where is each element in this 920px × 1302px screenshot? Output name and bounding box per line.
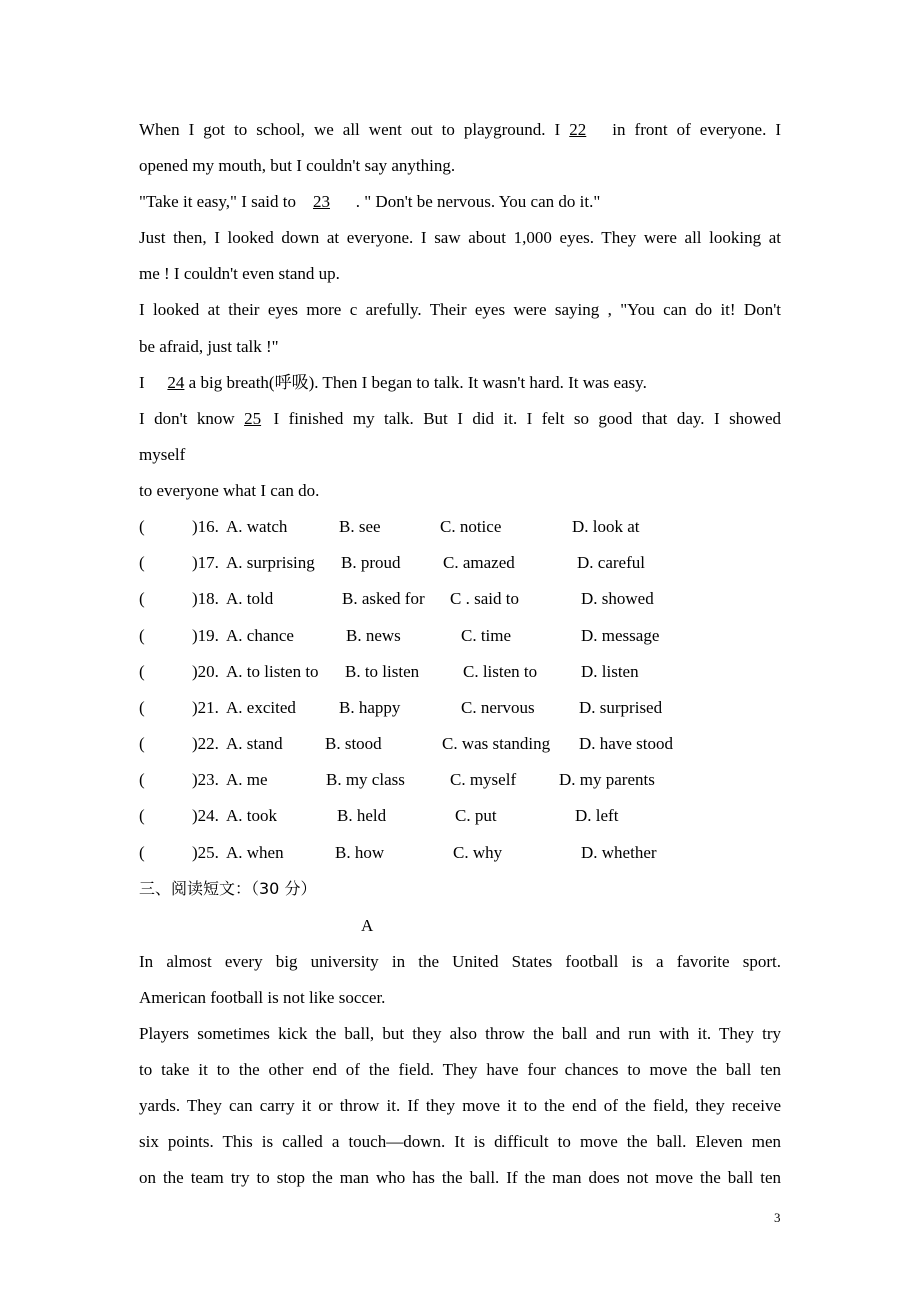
reading-line: to take it to the other end of the field. They have four chances to move the ball ten — [139, 1060, 781, 1079]
answer-paren: ( — [139, 553, 145, 572]
option-b: B. my class — [326, 770, 405, 789]
option-d: D. careful — [577, 553, 645, 572]
blank-22: 22 — [569, 120, 587, 139]
passage-line: me ! I couldn't even stand up. — [139, 264, 340, 283]
option-b: B. proud — [341, 553, 401, 572]
question-number: )16. — [192, 517, 219, 536]
reading-line: on the team try to stop the man who has the ball. If the man does not move the ball ten — [139, 1168, 781, 1187]
answer-paren: ( — [139, 806, 145, 825]
option-a: A. chance — [226, 626, 294, 645]
answer-paren: ( — [139, 662, 145, 681]
section-heading: 三、阅读短文：（30 分） — [139, 879, 317, 898]
passage-line: I 24 a big breath(呼吸). Then I began to talk. It wasn't hard. It was easy. — [139, 373, 647, 392]
question-number: )21. — [192, 698, 219, 717]
reading-line: Players sometimes kick the ball, but they also throw the ball and run with it. They try — [139, 1024, 781, 1043]
option-b: B. held — [337, 806, 387, 825]
answer-paren: ( — [139, 626, 145, 645]
passage-line: I don't know 25 I finished my talk. But I did it. I felt so good that day. I showed — [139, 409, 782, 428]
passage-line: Just then, I looked down at everyone. I saw about 1,000 eyes. They were all looking at — [139, 228, 781, 247]
option-c: C. amazed — [443, 553, 515, 572]
option-a: A. me — [226, 770, 268, 789]
option-a: A. excited — [226, 698, 296, 717]
question-row — [139, 589, 781, 609]
option-a: A. surprising — [226, 553, 315, 572]
option-d: D. surprised — [579, 698, 663, 717]
option-c: C. nervous — [461, 698, 535, 717]
passage-line: myself — [139, 445, 186, 464]
blank-24: 24 — [167, 373, 185, 392]
passage-line: When I got to school, we all went out to playground. I 22 in front of everyone. I — [139, 120, 782, 139]
option-d: D. left — [575, 806, 619, 825]
passage-line: I looked at their eyes more c arefully. Their eyes were saying , "You can do it! Don't — [139, 300, 781, 319]
option-d: D. listen — [581, 662, 639, 681]
question-number: )24. — [192, 806, 219, 825]
answer-paren: ( — [139, 698, 145, 717]
option-a: A. to listen to — [226, 662, 319, 681]
option-a: A. when — [226, 843, 284, 862]
option-d: D. look at — [572, 517, 640, 536]
passage-line: "Take it easy," I said to 23 . " Don't be nervous. You can do it." — [139, 192, 601, 211]
option-c: C. put — [455, 806, 497, 825]
option-d: D. my parents — [559, 770, 655, 789]
option-b: B. how — [335, 843, 385, 862]
option-d: D. message — [581, 626, 660, 645]
question-row — [139, 806, 781, 826]
question-number: )23. — [192, 770, 219, 789]
option-c: C. myself — [450, 770, 517, 789]
question-number: )18. — [192, 589, 219, 608]
option-c: C. why — [453, 843, 503, 862]
option-a: A. watch — [226, 517, 288, 536]
question-number: )22. — [192, 734, 219, 753]
blank-23: 23 — [312, 192, 330, 211]
question-row — [139, 734, 781, 754]
option-d: D. whether — [581, 843, 657, 862]
question-row — [139, 626, 781, 646]
question-row — [139, 517, 781, 537]
option-b: B. see — [339, 517, 381, 536]
option-c: C. was standing — [442, 734, 551, 753]
question-number: )19. — [192, 626, 219, 645]
option-d: D. showed — [581, 589, 654, 608]
option-a: A. told — [226, 589, 274, 608]
answer-paren: ( — [139, 734, 145, 753]
option-c: C. listen to — [463, 662, 538, 681]
question-row — [139, 662, 781, 682]
answer-paren: ( — [139, 589, 145, 608]
option-c: C. time — [461, 626, 512, 645]
passage-line: opened my mouth, but I couldn't say anything. — [139, 156, 456, 175]
option-d: D. have stood — [579, 734, 673, 753]
question-number: )17. — [192, 553, 219, 572]
option-c: C . said to — [450, 589, 519, 608]
question-row — [139, 553, 781, 573]
reading-line: American football is not like soccer. — [139, 988, 386, 1007]
option-c: C. notice — [440, 517, 502, 536]
blank-25: 25 — [244, 409, 262, 428]
option-a: A. stand — [226, 734, 283, 753]
answer-paren: ( — [139, 770, 145, 789]
option-b: B. news — [346, 626, 401, 645]
option-b: B. happy — [339, 698, 401, 717]
page-number: 3 — [774, 1210, 781, 1225]
question-row — [139, 770, 781, 790]
option-b: B. asked for — [342, 589, 425, 608]
reading-line: yards. They can carry it or throw it. If they move it to the end of the field, they receive — [139, 1096, 781, 1115]
question-number: )25. — [192, 843, 219, 862]
option-a: A. took — [226, 806, 277, 825]
question-row — [139, 843, 781, 863]
passage-label: A — [361, 916, 374, 935]
option-b: B. stood — [325, 734, 382, 753]
answer-paren: ( — [139, 843, 145, 862]
passage-line: to everyone what I can do. — [139, 481, 320, 500]
reading-line: In almost every big university in the United States football is a favorite sport. — [139, 952, 781, 971]
passage-line: be afraid, just talk !" — [139, 337, 279, 356]
answer-paren: ( — [139, 517, 145, 536]
question-number: )20. — [192, 662, 219, 681]
reading-line: six points. This is called a touch—down. It is difficult to move the ball. Eleven men — [139, 1132, 781, 1151]
option-b: B. to listen — [345, 662, 420, 681]
question-row — [139, 698, 781, 718]
